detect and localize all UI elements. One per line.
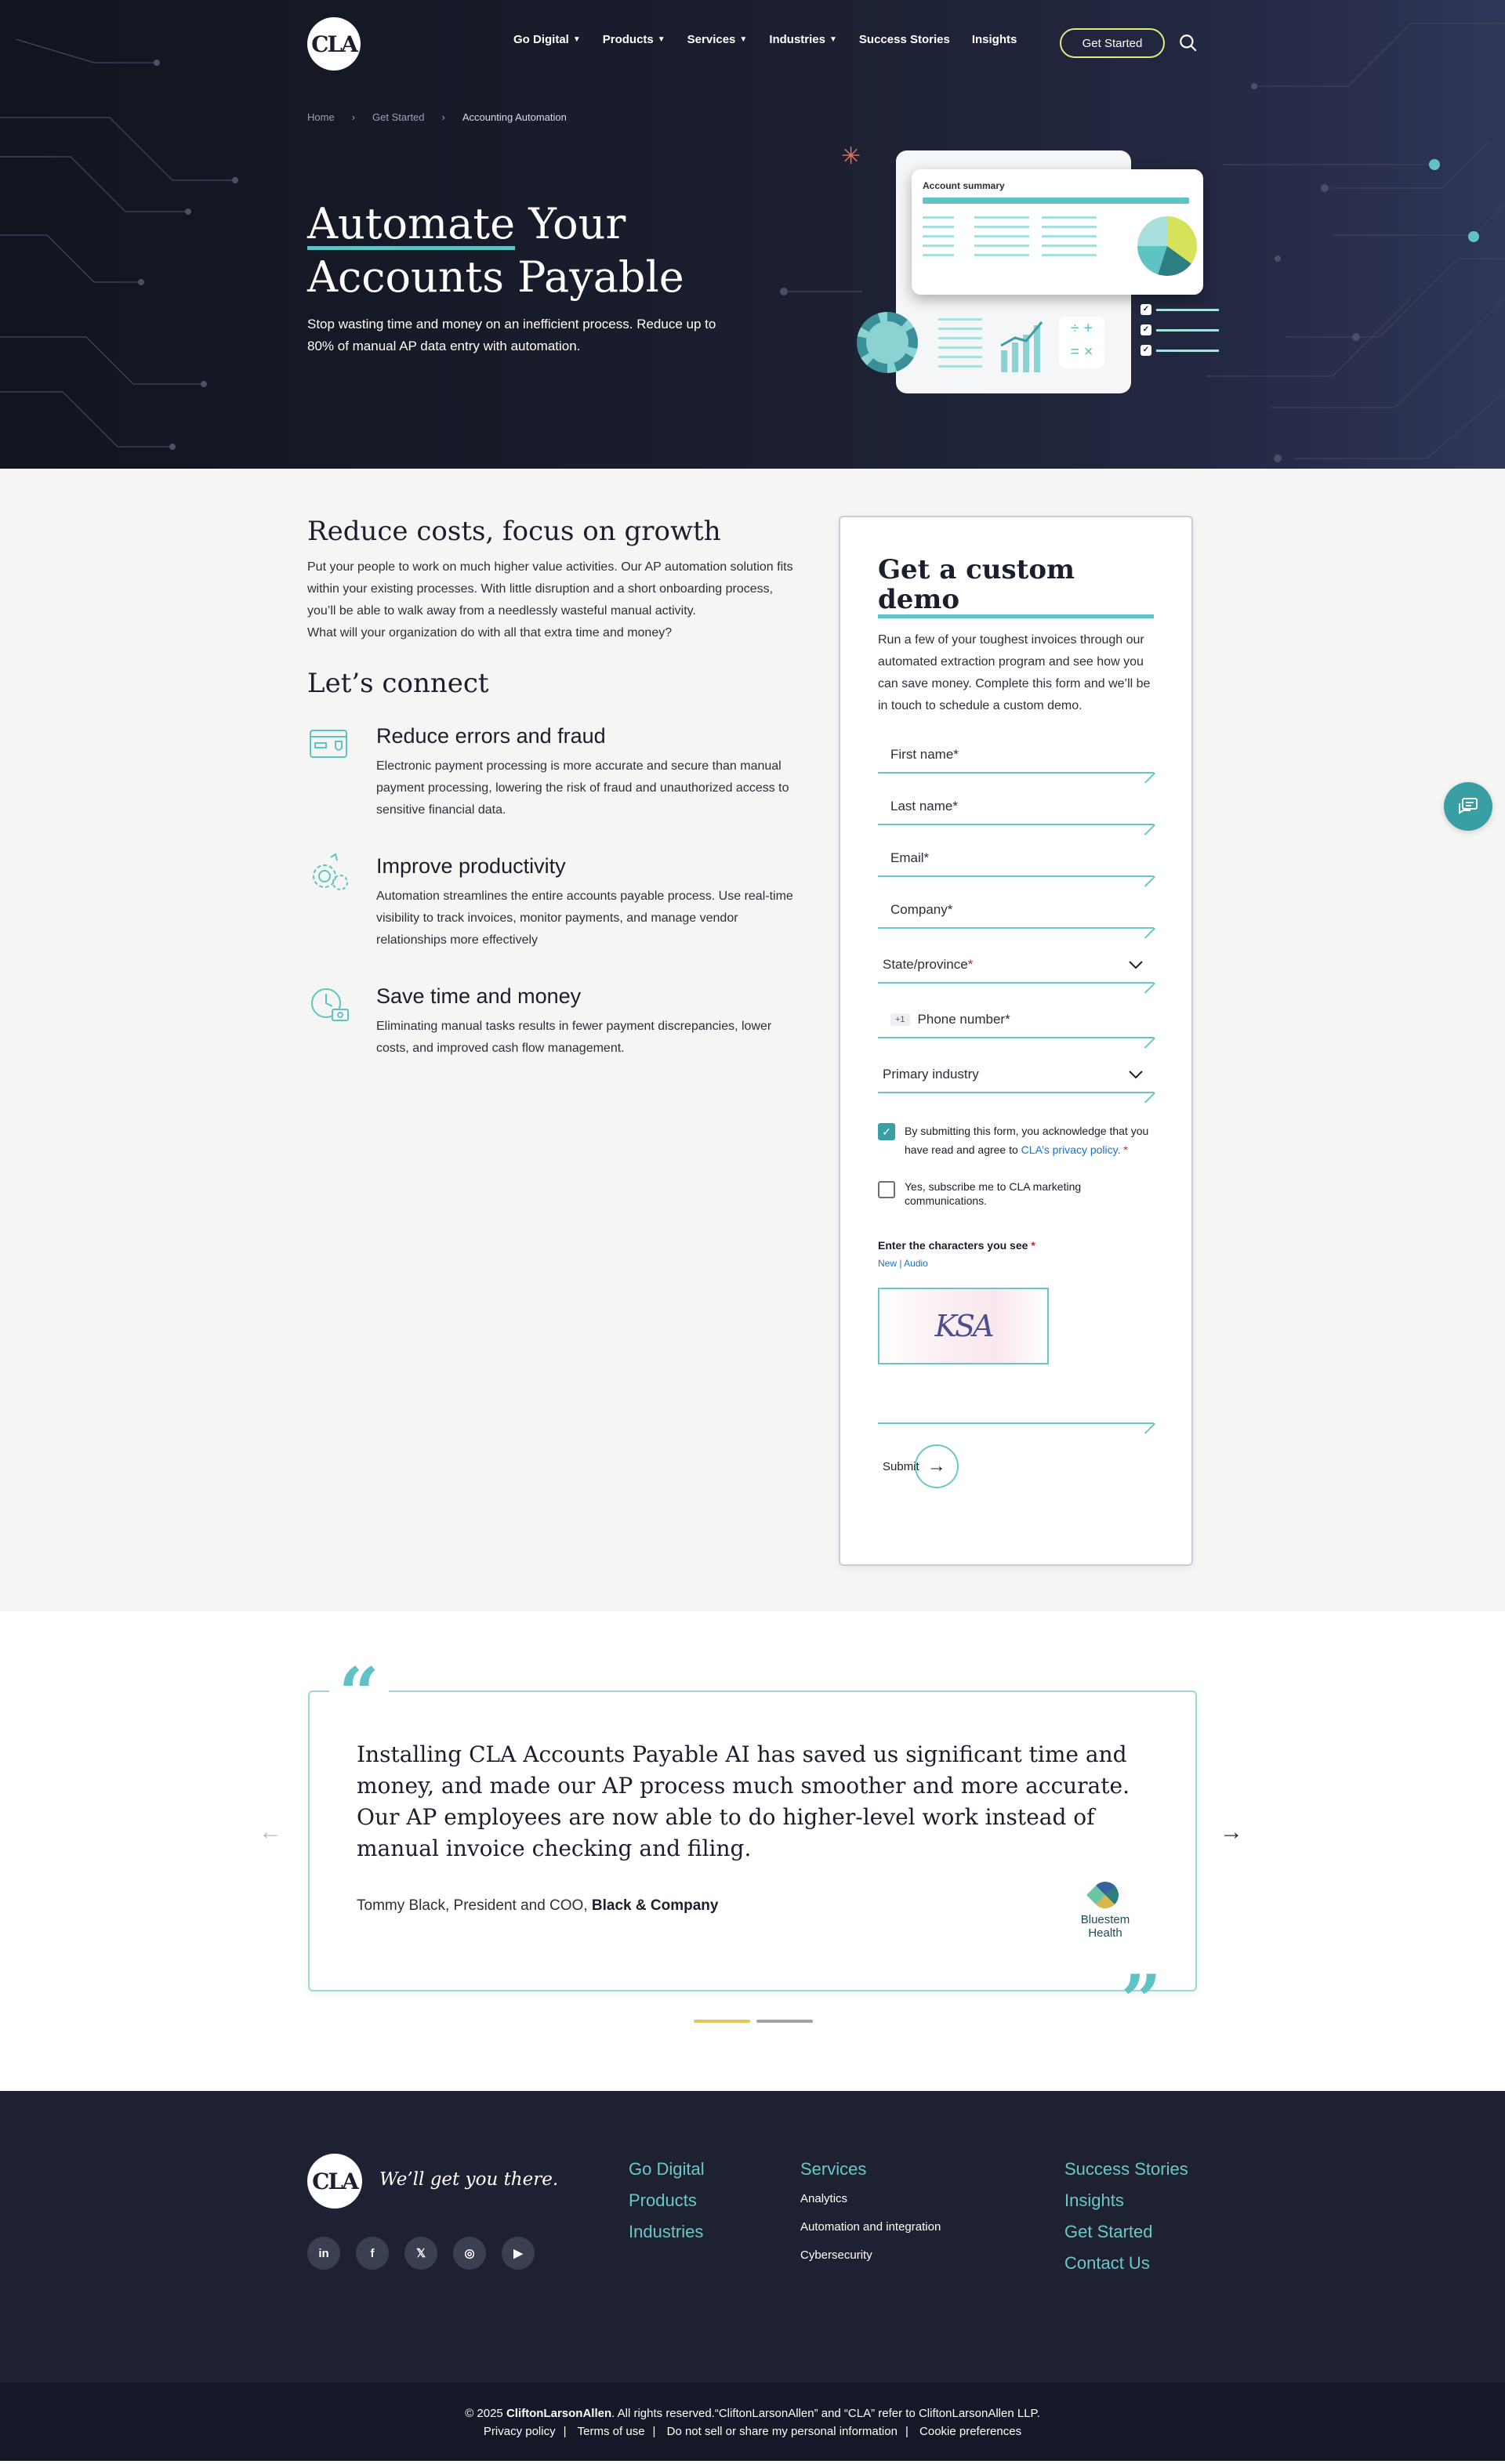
feature-title: Save time and money	[376, 984, 582, 1008]
chevron-down-icon: ▼	[739, 35, 748, 44]
search-icon[interactable]	[1178, 33, 1199, 53]
field-placeholder: Last name*	[890, 799, 958, 813]
field-placeholder: Company*	[890, 902, 953, 917]
captcha-links: New | Audio	[878, 1258, 928, 1269]
footer-sublink[interactable]: Cybersecurity	[800, 2248, 872, 2262]
footer-column-3	[1064, 2154, 1188, 2279]
footer	[0, 2091, 1505, 2382]
copyright-text: © 2025 CliftonLarsonAllen. All rights reserved.“CliftonLarsonAllen” and “CLA” refer to CliftonLarsonAllen LLP.	[465, 2407, 1040, 2420]
subscribe-checkbox[interactable]	[878, 1181, 895, 1198]
nav-label: Industries	[769, 33, 825, 46]
get-started-button[interactable]: Get Started	[1060, 28, 1165, 58]
demo-form	[878, 555, 1154, 1488]
breadcrumb-current: Accounting Automation	[462, 111, 567, 123]
terms-of-use-link[interactable]: Terms of use	[577, 2425, 645, 2438]
privacy-policy-link[interactable]: CLA’s privacy policy.	[1021, 1143, 1121, 1156]
gear-icon	[857, 312, 918, 373]
chevron-down-icon: ▼	[829, 35, 837, 44]
carousel-indicators	[694, 2020, 813, 2023]
captcha-audio-link[interactable]: Audio	[904, 1258, 928, 1269]
productivity-gears-icon	[307, 853, 351, 897]
chevron-down-icon	[1129, 960, 1143, 969]
feature-item	[307, 853, 801, 951]
hero-subtitle: Stop wasting time and money on an inefficient process. Reduce up to 80% of manual AP data entry with automation.	[307, 317, 716, 353]
youtube-icon[interactable]: ▶	[502, 2237, 535, 2270]
footer-link[interactable]: Industries	[629, 2222, 704, 2241]
top-navigation	[0, 0, 1505, 86]
consent-checkbox[interactable]: ✓	[878, 1123, 895, 1140]
field-placeholder: Phone number*	[917, 1012, 1010, 1027]
primary-industry-select[interactable]	[878, 1057, 1154, 1093]
footer-link[interactable]: Get Started	[1064, 2222, 1153, 2241]
nav-item-products[interactable]	[603, 33, 665, 46]
intro-question: What will your organization do with all that extra time and money?	[307, 626, 673, 640]
nav-label: Go Digital	[513, 33, 569, 46]
feature-text: Automation streamlines the entire accounts payable process. Use real-time visibility to track invoices, monitor payments, and manage vendor relationships more effectively	[376, 890, 793, 947]
footer-link[interactable]: Go Digital	[629, 2159, 705, 2179]
captcha-image: KSA	[878, 1288, 1049, 1364]
chevron-right-icon: ›	[351, 111, 356, 123]
footer-link[interactable]: Insights	[1064, 2190, 1124, 2210]
footer-logo[interactable]: CLA	[307, 2154, 362, 2209]
testimonial-author: Tommy Black, President and COO, Black & Company	[357, 1897, 719, 1914]
chevron-down-icon: ▼	[572, 35, 581, 44]
privacy-policy-footer-link[interactable]: Privacy policy	[483, 2425, 556, 2438]
feature-title: Reduce errors and fraud	[376, 724, 606, 748]
intro-text: Put your people to work on much higher value activities. Our AP automation solution fits within your existing processes. With little disruption and a short onboarding process, you’ll be able to walk away from a needlessly wasteful manual activity.	[307, 560, 793, 618]
feature-text: Eliminating manual tasks results in fewer payment discrepancies, lower costs, and improved cash flow management.	[376, 1020, 772, 1055]
nav-item-go-digital[interactable]	[513, 33, 581, 46]
nav-label: Success Stories	[858, 33, 950, 46]
intro-paragraph	[307, 556, 801, 644]
clock-money-icon	[307, 983, 351, 1027]
bluestem-health-logo: Bluestem Health	[1062, 1882, 1148, 1944]
nav-item-services[interactable]	[687, 33, 748, 46]
feature-item	[307, 723, 801, 821]
instagram-icon[interactable]: ◎	[453, 2237, 486, 2270]
previous-arrow-icon[interactable]: ←	[259, 1819, 282, 1845]
dashboard-illustration	[841, 143, 1225, 401]
footer-sublink[interactable]: Automation and integration	[800, 2220, 941, 2234]
last-name-field[interactable]	[878, 789, 1154, 825]
first-name-field[interactable]	[878, 737, 1154, 774]
field-placeholder: Primary industry	[883, 1067, 979, 1082]
footer-link-services[interactable]: Services	[800, 2159, 867, 2179]
breadcrumb-home[interactable]: Home	[307, 111, 335, 123]
bar-chart-icon	[998, 319, 1045, 374]
submit-button[interactable]	[878, 1444, 1154, 1488]
testimonial-card	[308, 1690, 1197, 1991]
nav-label: Insights	[971, 33, 1017, 46]
demo-form-card	[839, 516, 1193, 1566]
breadcrumb	[307, 111, 567, 123]
field-placeholder: Email*	[890, 850, 930, 865]
checklist-icon: ✓ ✓ ✓	[1141, 304, 1227, 365]
section-heading: Reduce costs, focus on growth	[307, 516, 721, 547]
chevron-down-icon: ▼	[657, 35, 665, 44]
footer-sublink[interactable]: Analytics	[800, 2192, 848, 2205]
form-description: Run a few of your toughest invoices through our automated extraction program and see how you can save money. Complete this form and we’ll be in touch to schedule a custom demo.	[878, 633, 1151, 712]
company-field[interactable]	[878, 893, 1154, 929]
x-icon[interactable]: 𝕏	[404, 2237, 437, 2270]
payment-shield-icon	[307, 723, 351, 766]
email-field[interactable]	[878, 841, 1154, 877]
submit-label: Submit	[883, 1459, 919, 1473]
content-section	[0, 469, 1505, 1611]
next-arrow-icon[interactable]: →	[1220, 1819, 1243, 1845]
account-summary-card	[912, 169, 1203, 295]
testimonial-section	[0, 1611, 1505, 2091]
pie-chart-icon	[1137, 216, 1197, 276]
chevron-down-icon	[1129, 1070, 1143, 1079]
open-quote-icon: “	[329, 1658, 389, 1729]
breadcrumb-get-started[interactable]: Get Started	[372, 111, 425, 123]
facebook-icon[interactable]: f	[356, 2237, 389, 2270]
table-lines	[938, 318, 982, 375]
footer-link[interactable]: Contact Us	[1064, 2253, 1150, 2273]
chevron-right-icon: ›	[441, 111, 445, 123]
main-menu	[513, 33, 1039, 46]
title-line2: Accounts Payable	[307, 252, 684, 302]
sparkle-icon: ✳	[841, 143, 861, 169]
cookie-preferences-link[interactable]: Cookie preferences	[919, 2425, 1022, 2438]
subscribe-row	[878, 1179, 1154, 1208]
chat-icon[interactable]	[1444, 782, 1492, 831]
consent-label: By submitting this form, you acknowledge that you have read and agree to CLA’s privacy policy. *	[905, 1125, 1149, 1156]
consent-row	[878, 1121, 1154, 1159]
legal-links: Privacy policy | Terms of use | Do not sell or share my personal information | Cookie preferences	[483, 2425, 1022, 2438]
title-highlight: Automate	[307, 199, 516, 248]
captcha-input[interactable]	[878, 1388, 1154, 1424]
country-code[interactable]: +1	[890, 1013, 910, 1026]
footer-link[interactable]: Success Stories	[1064, 2159, 1188, 2179]
summary-bar	[923, 197, 1189, 204]
table-lines	[1042, 216, 1097, 263]
nav-label: Services	[687, 33, 736, 46]
title-rest: Your	[515, 199, 626, 248]
cla-logo[interactable]: CLA	[307, 17, 361, 71]
footer-tagline: We’ll get you there.	[379, 2169, 559, 2190]
nav-item-industries[interactable]	[769, 33, 837, 46]
state-province-select[interactable]	[878, 948, 1154, 984]
intro-column	[307, 516, 801, 1060]
form-title: Get a custom demo	[878, 555, 1154, 618]
connect-heading: Let’s connect	[307, 668, 489, 699]
table-lines	[923, 216, 954, 263]
testimonial-quote: Installing CLA Accounts Payable AI has saved us significant time and money, and made our AP process much smoother and more accurate. Our AP employees are now able to do higher-level work instead of manual invoice checking and filing.	[357, 1741, 1130, 1861]
table-lines	[974, 216, 1029, 263]
calculator-icon: ÷ + = ×	[1059, 317, 1104, 368]
footer-column-2	[800, 2154, 941, 2270]
legal-bar	[0, 2382, 1505, 2461]
nav-label: Products	[602, 33, 654, 46]
social-links	[307, 2237, 535, 2270]
linkedin-icon[interactable]: in	[307, 2237, 340, 2270]
captcha-label: Enter the characters you see *	[878, 1239, 1035, 1252]
subscribe-label: Yes, subscribe me to CLA marketing communications.	[905, 1180, 1082, 1207]
arrow-right-icon: →	[915, 1444, 959, 1488]
footer-link[interactable]: Products	[629, 2190, 697, 2210]
feature-title: Improve productivity	[376, 854, 566, 878]
feature-text: Electronic payment processing is more accurate and secure than manual payment processing, lowering the risk of fraud and unauthorized access to sensitive financial data.	[376, 759, 789, 817]
do-not-sell-link[interactable]: Do not sell or share my personal information	[666, 2425, 898, 2438]
field-placeholder: First name*	[890, 747, 959, 762]
carousel-dot[interactable]	[756, 2020, 813, 2023]
close-quote-icon: ”	[1121, 1959, 1162, 2042]
page-title	[307, 197, 684, 304]
field-placeholder: State/province*	[883, 957, 974, 972]
phone-number-field[interactable]	[878, 1002, 1154, 1038]
feature-item	[307, 983, 801, 1060]
captcha-new-link[interactable]: New	[878, 1258, 898, 1269]
nav-item-success-stories[interactable]	[859, 33, 950, 46]
carousel-dot-active[interactable]	[694, 2020, 750, 2023]
account-summary-title: Account summary	[923, 180, 1005, 191]
hero-section	[0, 0, 1505, 469]
nav-item-insights[interactable]	[972, 33, 1017, 46]
footer-column-1	[629, 2154, 705, 2248]
